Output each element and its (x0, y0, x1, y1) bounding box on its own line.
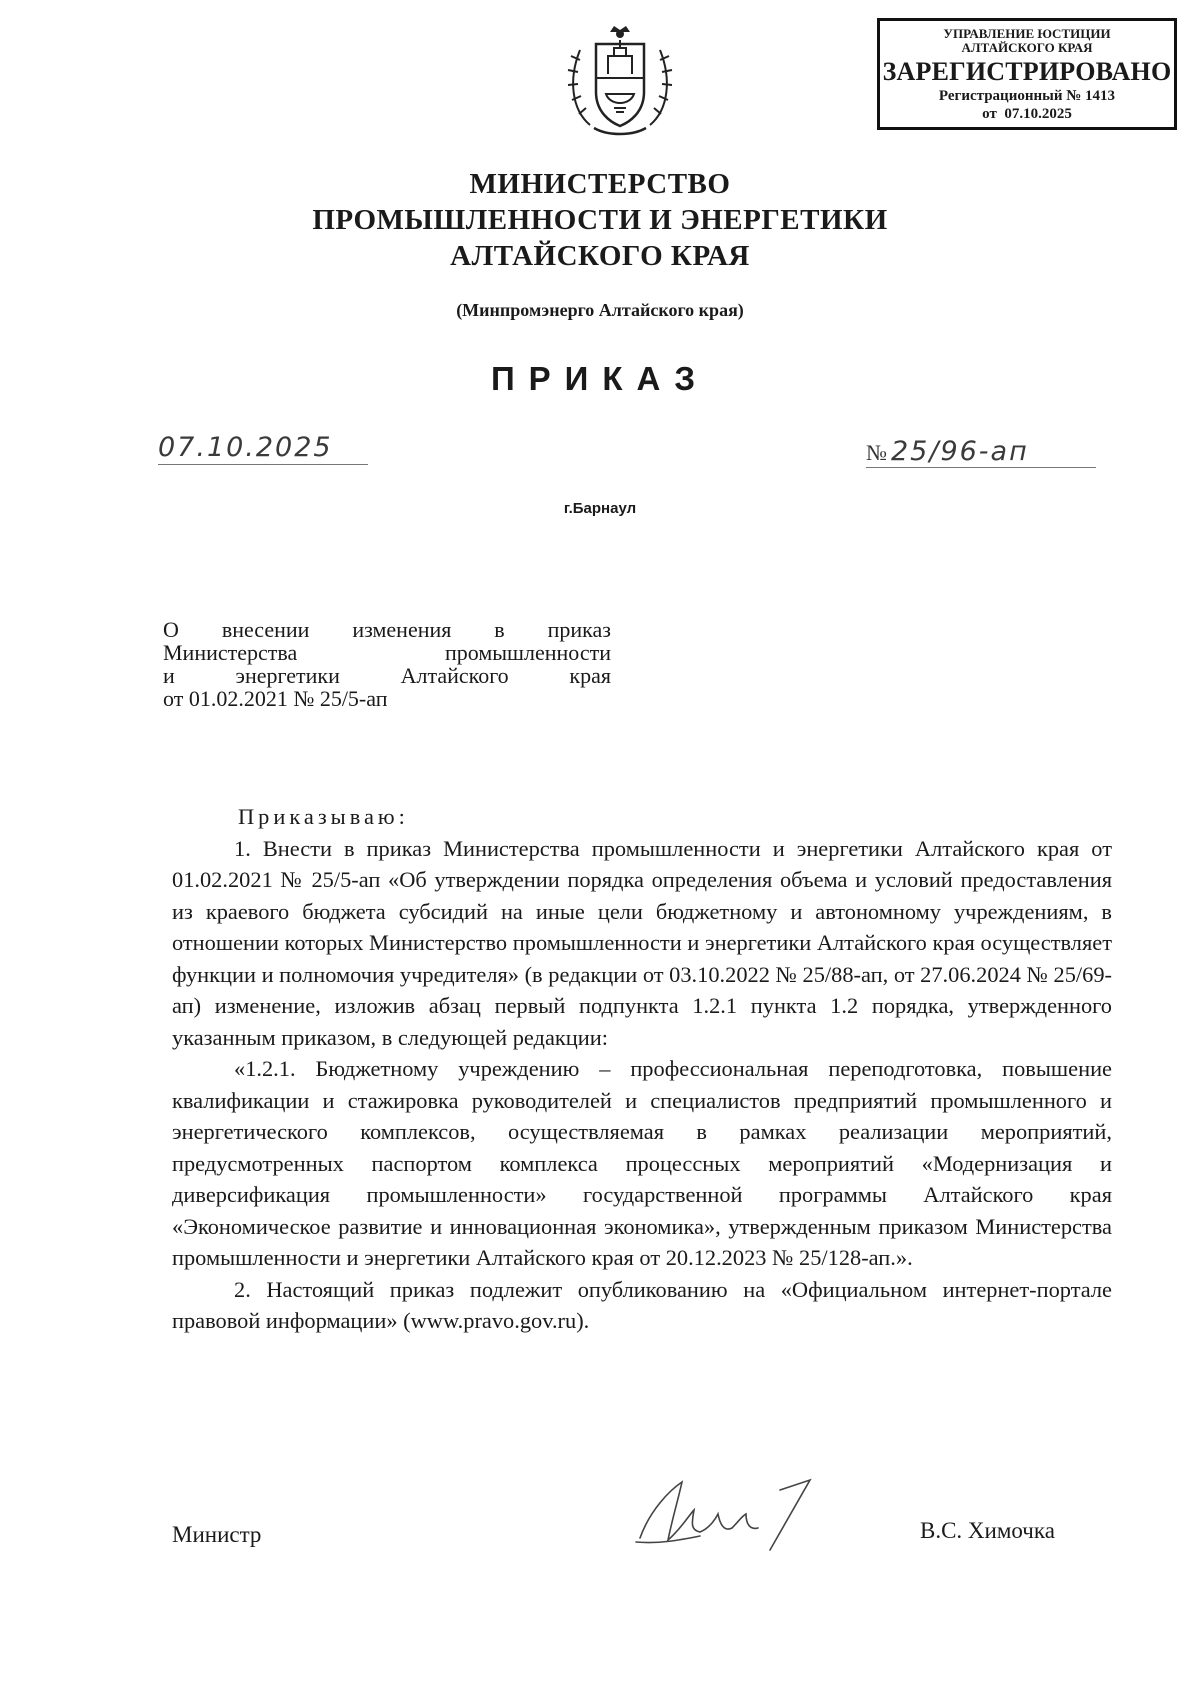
paragraph-quote: «1.2.1. Бюджетному учреждению – профессиональная переподготовка, повышение квалификации и стажировка руководителей и специалистов предприятий промышленного и энергетического комплексов, осуществляемая в рамках реализации мероприятий, предусмотренных паспортом комплекса процессных мероприятий «Модернизация и диверсификация промышленности» государственной программы Алтайского края «Экономическое развитие и инновационная экономика», утвержденным приказом Министерства промышленности и энергетики Алтайского края от 20.12.2023 № 25/128-ап.». (172, 1056, 1112, 1270)
signatory-position: Министр (172, 1522, 262, 1547)
stamp-status: ЗАРЕГИСТРИРОВАНО (882, 57, 1172, 86)
document-number: 25/96-ап (891, 436, 1029, 467)
order-word: Приказываю: (238, 804, 409, 829)
paragraph-1: 1. Внести в приказ Министерства промышленности и энергетики Алтайского края от 01.02.2021 № 25/5-ап «Об утверждении порядка определения объема и условий предоставления из краевого бюджета субсидий на иные цели бюджетному и автономному учреждениям, в отношении которых Министерство промышленности и энергетики Алтайского края осуществляет функции и полномочия учредителя» (в редакции от 03.10.2022 № 25/88-ап, от 27.06.2024 № 25/69-ап) изменение, изложив абзац первый подпункта 1.2.1 пункта 1.2 порядка, утвержденного указанным приказом, в следующей редакции: (172, 835, 1112, 1050)
document-date: 07.10.2025 (158, 432, 368, 465)
subject-block (163, 618, 611, 710)
handwritten-signature-icon (620, 1470, 870, 1560)
city: г.Барнаул (563, 500, 637, 517)
ministry-abbreviation: (Минпромэнерго Алтайского края) (456, 300, 744, 320)
number-sign: № (866, 440, 887, 465)
stamp-org-line1: УПРАВЛЕНИЕ ЮСТИЦИИ (943, 26, 1111, 41)
paragraph-2: 2. Настоящий приказ подлежит опубликованию на «Официальном интернет-портале правовой информации» (www.pravo.gov.ru). (172, 1276, 1112, 1333)
order-body (172, 801, 1112, 1337)
signatory-name: В.С. Химочка (920, 1518, 1055, 1543)
subject-line: от 01.02.2021 № 25/5-ап (163, 686, 388, 711)
ministry-title-line1: МИНИСТЕРСТВО (469, 168, 731, 200)
registration-stamp (877, 18, 1177, 130)
subject-line: и энергетики Алтайского края (163, 663, 611, 688)
subject-line: О внесении изменения в приказ (163, 617, 611, 642)
stamp-reg-date: от 07.10.2025 (982, 106, 1072, 122)
coat-of-arms-icon (560, 20, 680, 142)
stamp-reg-number: Регистрационный № 1413 (938, 88, 1116, 104)
document-type: ПРИКАЗ (490, 360, 710, 397)
ministry-title-line2: ПРОМЫШЛЕННОСТИ И ЭНЕРГЕТИКИ (312, 204, 888, 236)
subject-line: Министерства промышленности (163, 640, 611, 665)
stamp-org-line2: АЛТАЙСКОГО КРАЯ (961, 40, 1093, 55)
document-number-field (866, 436, 1096, 468)
ministry-title-line3: АЛТАЙСКОГО КРАЯ (450, 240, 750, 272)
